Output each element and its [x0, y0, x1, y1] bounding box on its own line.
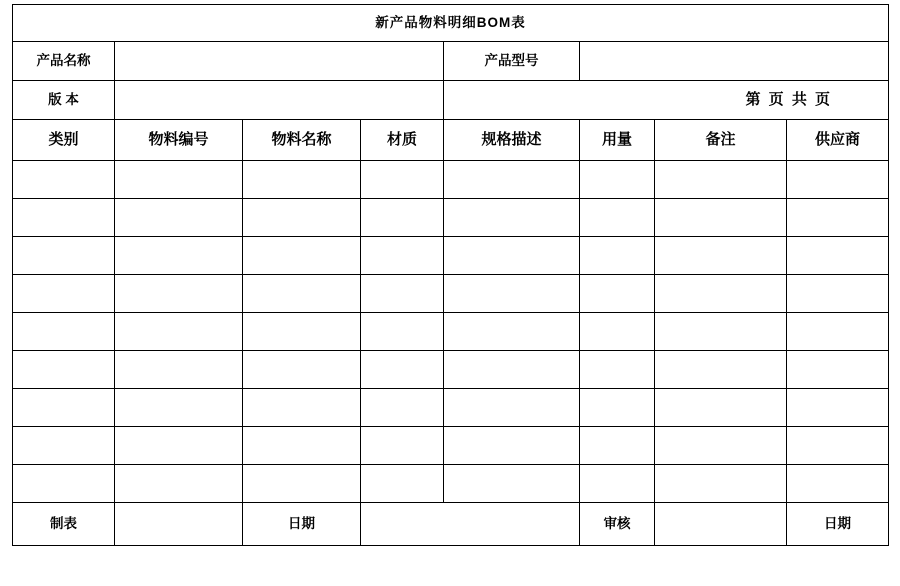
cell-supplier[interactable] [787, 275, 889, 313]
footer-row [13, 503, 889, 546]
cell-material-code[interactable] [115, 427, 243, 465]
cell-category[interactable] [13, 351, 115, 389]
table-row [13, 275, 889, 313]
table-row [13, 199, 889, 237]
cell-category[interactable] [13, 161, 115, 199]
cell-supplier[interactable] [787, 161, 889, 199]
page-number-cell [444, 81, 889, 120]
cell-quantity[interactable] [580, 465, 655, 503]
cell-material-code[interactable] [115, 275, 243, 313]
column-header-quantity: 用量 [580, 120, 655, 161]
cell-supplier[interactable] [787, 351, 889, 389]
bom-table [12, 4, 889, 546]
cell-category[interactable] [13, 275, 115, 313]
cell-material-code[interactable] [115, 237, 243, 275]
column-header-row [13, 120, 889, 161]
cell-material-code[interactable] [115, 465, 243, 503]
cell-category[interactable] [13, 427, 115, 465]
table-row [13, 351, 889, 389]
cell-material-quality[interactable] [361, 351, 444, 389]
cell-supplier[interactable] [787, 199, 889, 237]
cell-category[interactable] [13, 237, 115, 275]
maker-value[interactable] [115, 503, 243, 546]
cell-spec[interactable] [444, 313, 580, 351]
cell-material-quality[interactable] [361, 275, 444, 313]
cell-quantity[interactable] [580, 237, 655, 275]
cell-spec[interactable] [444, 161, 580, 199]
cell-material-quality[interactable] [361, 161, 444, 199]
table-row [13, 161, 889, 199]
cell-category[interactable] [13, 199, 115, 237]
cell-spec[interactable] [444, 237, 580, 275]
cell-material-quality[interactable] [361, 465, 444, 503]
cell-supplier[interactable] [787, 237, 889, 275]
cell-material-quality[interactable] [361, 389, 444, 427]
cell-spec[interactable] [444, 351, 580, 389]
column-header-material-code: 物料编号 [115, 120, 243, 161]
cell-supplier[interactable] [787, 389, 889, 427]
date-label-2: 日期 [787, 503, 889, 546]
cell-supplier[interactable] [787, 427, 889, 465]
page-number-text: 第 页 共 页 [745, 90, 832, 108]
reviewer-label: 审核 [580, 503, 655, 546]
cell-material-code[interactable] [115, 161, 243, 199]
page-title-text: 新产品物料明细BOM表 [375, 14, 526, 30]
cell-material-name[interactable] [243, 465, 361, 503]
table-row [13, 465, 889, 503]
column-header-category: 类别 [13, 120, 115, 161]
cell-supplier[interactable] [787, 465, 889, 503]
cell-material-code[interactable] [115, 351, 243, 389]
cell-material-name[interactable] [243, 389, 361, 427]
cell-remark[interactable] [655, 275, 787, 313]
cell-material-quality[interactable] [361, 313, 444, 351]
cell-remark[interactable] [655, 427, 787, 465]
cell-remark[interactable] [655, 199, 787, 237]
cell-material-code[interactable] [115, 199, 243, 237]
cell-quantity[interactable] [580, 161, 655, 199]
bom-document [0, 4, 900, 586]
cell-remark[interactable] [655, 313, 787, 351]
cell-material-name[interactable] [243, 427, 361, 465]
table-row [13, 237, 889, 275]
version-label: 版 本 [13, 81, 115, 120]
cell-remark[interactable] [655, 161, 787, 199]
cell-material-quality[interactable] [361, 427, 444, 465]
cell-remark[interactable] [655, 465, 787, 503]
reviewer-value[interactable] [655, 503, 787, 546]
cell-material-quality[interactable] [361, 199, 444, 237]
cell-material-quality[interactable] [361, 237, 444, 275]
cell-quantity[interactable] [580, 389, 655, 427]
cell-spec[interactable] [444, 275, 580, 313]
table-row [13, 313, 889, 351]
cell-quantity[interactable] [580, 313, 655, 351]
table-row [13, 427, 889, 465]
cell-quantity[interactable] [580, 199, 655, 237]
version-value[interactable] [115, 81, 444, 120]
column-header-material-quality: 材质 [361, 120, 444, 161]
column-header-supplier: 供应商 [787, 120, 889, 161]
cell-spec[interactable] [444, 389, 580, 427]
cell-material-name[interactable] [243, 313, 361, 351]
table-row [13, 389, 889, 427]
product-model-value[interactable] [580, 42, 889, 81]
product-name-value[interactable] [115, 42, 444, 81]
date-value-1[interactable] [361, 503, 580, 546]
cell-quantity[interactable] [580, 427, 655, 465]
cell-material-name[interactable] [243, 237, 361, 275]
product-model-label: 产品型号 [444, 42, 580, 81]
cell-remark[interactable] [655, 237, 787, 275]
cell-category[interactable] [13, 389, 115, 427]
cell-material-name[interactable] [243, 199, 361, 237]
cell-supplier[interactable] [787, 313, 889, 351]
cell-spec[interactable] [444, 199, 580, 237]
cell-spec[interactable] [444, 427, 580, 465]
column-header-material-name: 物料名称 [243, 120, 361, 161]
cell-remark[interactable] [655, 351, 787, 389]
column-header-remark: 备注 [655, 120, 787, 161]
product-name-label: 产品名称 [13, 42, 115, 81]
cell-material-code[interactable] [115, 389, 243, 427]
maker-label: 制表 [13, 503, 115, 546]
cell-category[interactable] [13, 313, 115, 351]
page-title [13, 5, 889, 42]
cell-material-name[interactable] [243, 275, 361, 313]
cell-category[interactable] [13, 465, 115, 503]
cell-remark[interactable] [655, 389, 787, 427]
cell-material-name[interactable] [243, 161, 361, 199]
cell-quantity[interactable] [580, 351, 655, 389]
cell-spec[interactable] [444, 465, 580, 503]
date-label-1: 日期 [243, 503, 361, 546]
column-header-spec: 规格描述 [444, 120, 580, 161]
cell-material-name[interactable] [243, 351, 361, 389]
cell-quantity[interactable] [580, 275, 655, 313]
cell-material-code[interactable] [115, 313, 243, 351]
